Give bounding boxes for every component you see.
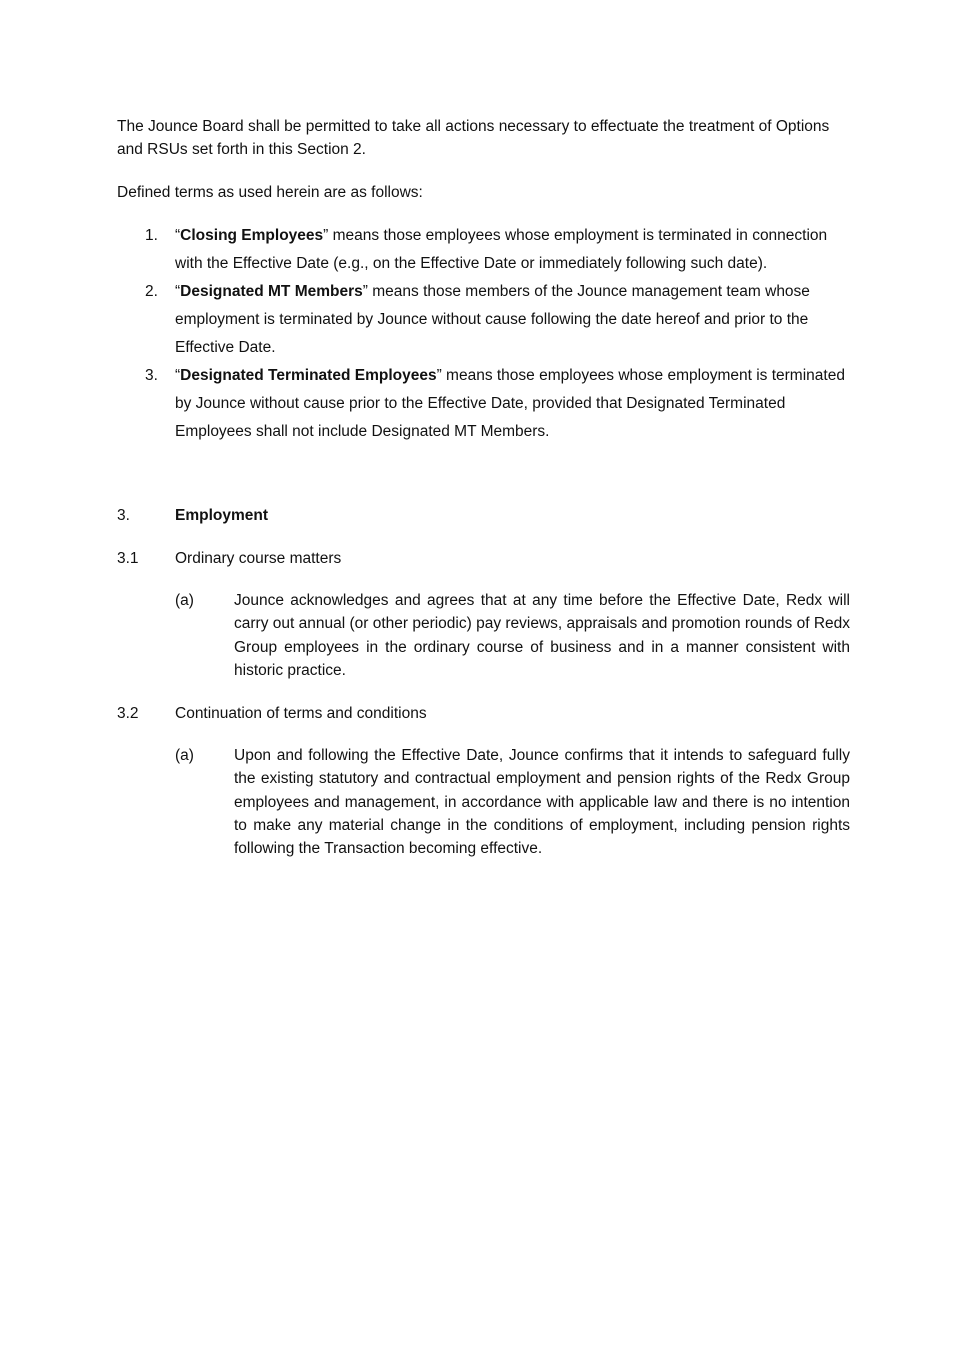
item-marker: (a) — [175, 592, 194, 609]
definition-text: ” means those employees whose employment is terminated in connection with the Effective Date (e.g., on the Effective Date or immediately following such date). — [175, 227, 828, 272]
intro-paragraph: The Jounce Board shall be permitted to take all actions necessary to effectuate the treatment of Options and RSUs set forth in this Section 2. — [117, 118, 830, 158]
definition-number: 2. — [145, 283, 158, 300]
item-marker: (a) — [175, 747, 194, 764]
definition-item — [117, 362, 852, 446]
definition-number: 3. — [145, 367, 158, 384]
subsection-item — [175, 744, 850, 860]
section-number: 3. — [117, 507, 130, 524]
subsection-title: Continuation of terms and conditions — [175, 705, 427, 722]
subsection-title: Ordinary course matters — [175, 550, 342, 567]
defined-term: Designated Terminated Employees — [180, 367, 437, 384]
section-title: Employment — [175, 507, 269, 524]
definition-item — [117, 278, 852, 362]
open-quote: “ — [175, 283, 181, 300]
definition-text: ” means those employees whose employment is terminated by Jounce without cause prior to the Effective Date, provided that Designated Terminated Employees shall not include Designated MT Members. — [175, 367, 845, 440]
subsection-number: 3.1 — [117, 550, 139, 567]
definitions-list — [117, 222, 852, 446]
item-text: Jounce acknowledges and agrees that at any time before the Effective Date, Redx will carry out annual (or other periodic) pay reviews, appraisals and promotion rounds of Redx Group employees in the ordinary course of business and in a manner consistent with historic practice. — [234, 592, 851, 679]
open-quote: “ — [175, 367, 181, 384]
subsection-item — [175, 589, 850, 682]
definition-number: 1. — [145, 227, 158, 244]
definition-item — [117, 222, 852, 278]
open-quote: “ — [175, 227, 181, 244]
item-text: Upon and following the Effective Date, Jounce confirms that it intends to safeguard fully the existing statutory and contractual employment and pension rights of the Redx Group employees and management, in accordance with applicable law and there is no intention to make any material change in the conditions of employment, including pension rights following the Transaction becoming effective. — [234, 747, 850, 858]
defined-terms-intro: Defined terms as used herein are as follows: — [117, 184, 423, 201]
subsection-number: 3.2 — [117, 705, 139, 722]
defined-term: Closing Employees — [180, 227, 324, 244]
definition-text: ” means those members of the Jounce management team whose employment is terminated by Jounce without cause following the date hereof and prior to the Effective Date. — [175, 283, 810, 356]
defined-term: Designated MT Members — [180, 283, 363, 300]
